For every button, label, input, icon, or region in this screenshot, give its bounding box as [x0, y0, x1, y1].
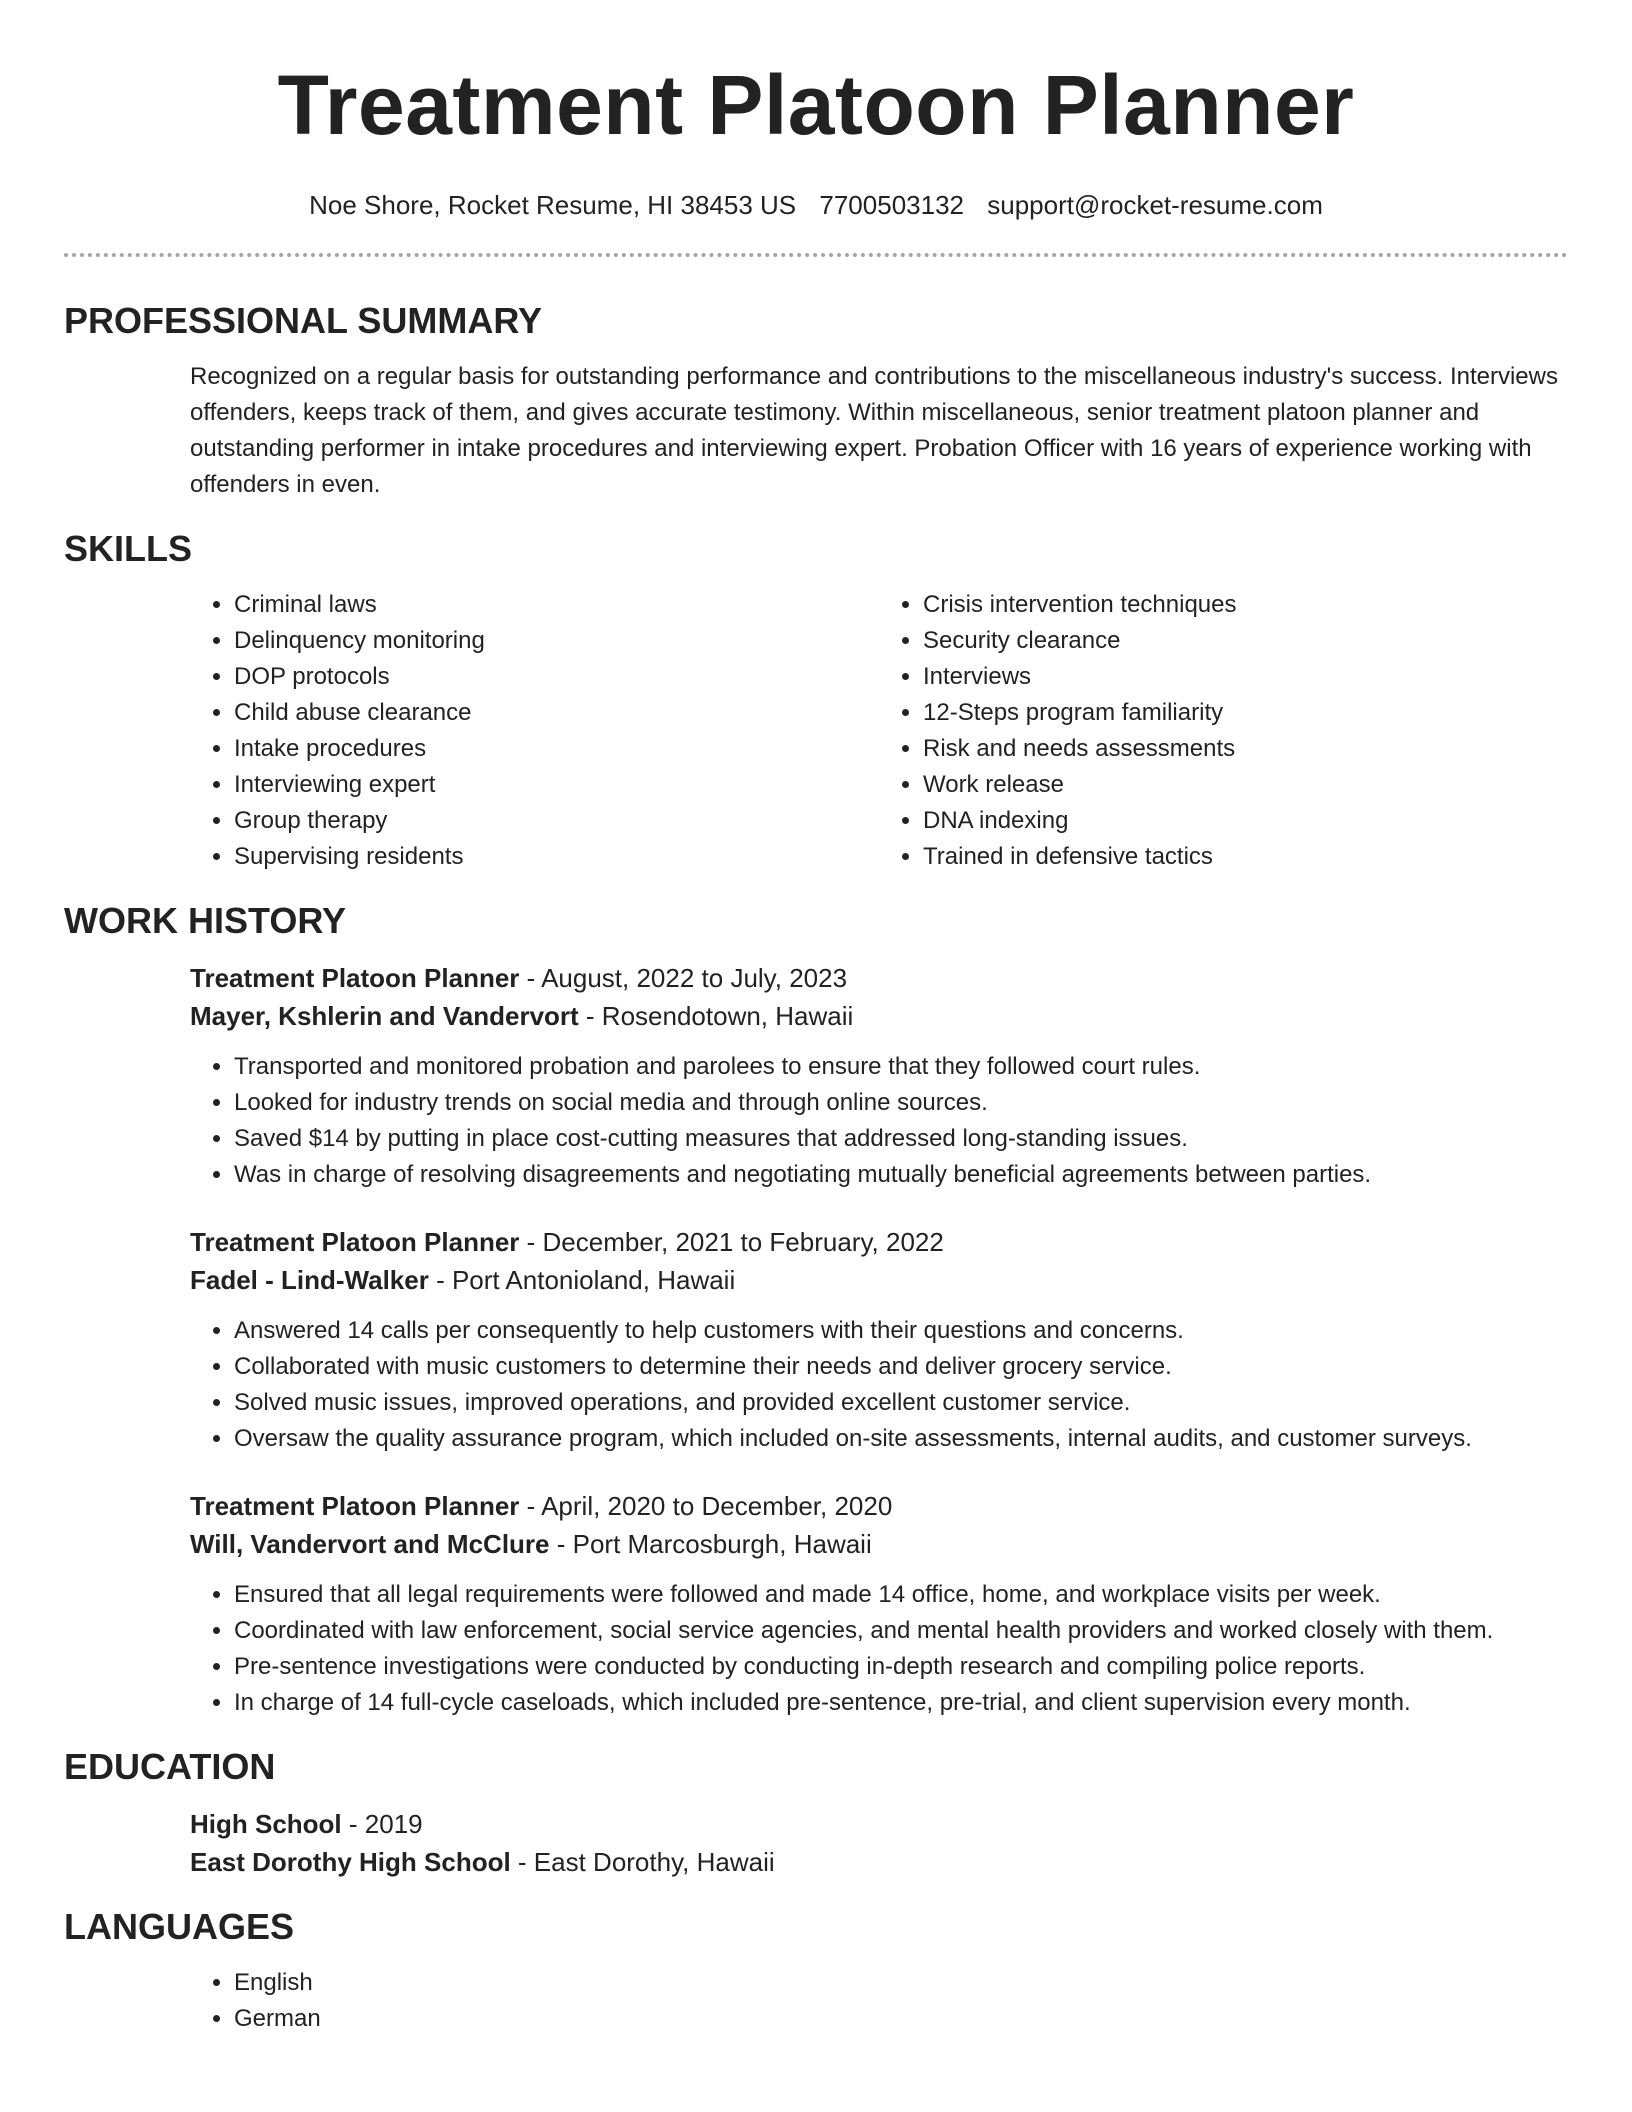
- skill-item: • Group therapy: [234, 803, 879, 839]
- skills-list-left: [190, 587, 879, 875]
- education-school-line: [190, 1843, 1568, 1881]
- job-bullet: • Pre-sentence investigations were conducted by conducting in-depth research and compiling police reports.: [234, 1649, 1568, 1685]
- job-location: - Rosendotown, Hawaii: [578, 1001, 854, 1031]
- job-dates: - August, 2022 to July, 2023: [519, 963, 848, 993]
- job-entry: [64, 1487, 1568, 1721]
- job-bullets: [190, 1049, 1568, 1193]
- job-bullets: [190, 1313, 1568, 1457]
- skills-list-right: [879, 587, 1568, 875]
- skill-item: • Supervising residents: [234, 839, 879, 875]
- job-bullet: • In charge of 14 full-cycle caseloads, which included pre-sentence, pre-trial, and client supervision every month.: [234, 1685, 1568, 1721]
- job-title: Treatment Platoon Planner: [190, 963, 520, 993]
- education-section: [64, 1805, 1568, 1881]
- skill-item: • Intake procedures: [234, 731, 879, 767]
- contact-line: [64, 189, 1568, 221]
- section-heading-languages: LANGUAGES: [64, 1906, 295, 1947]
- skill-item: • Delinquency monitoring: [234, 623, 879, 659]
- job-bullets: [190, 1577, 1568, 1721]
- section-heading-skills: SKILLS: [64, 528, 193, 569]
- job-location: - Port Marcosburgh, Hawaii: [549, 1529, 872, 1559]
- contact-phone: 7700503132: [819, 190, 964, 220]
- section-heading-summary: PROFESSIONAL SUMMARY: [64, 300, 543, 341]
- job-location: - Port Antonioland, Hawaii: [428, 1265, 736, 1295]
- job-company-line: [190, 1261, 1568, 1299]
- job-title: Treatment Platoon Planner: [190, 1227, 520, 1257]
- job-company: Fadel - Lind-Walker: [190, 1265, 429, 1295]
- job-company: Mayer, Kshlerin and Vandervort: [190, 1001, 579, 1031]
- resume-title: Treatment Platoon Planner: [277, 58, 1355, 152]
- job-dates: - December, 2021 to February, 2022: [519, 1227, 944, 1257]
- job-title-line: [190, 959, 1568, 997]
- job-entry: [64, 1223, 1568, 1457]
- job-company-line: [190, 997, 1568, 1035]
- skill-item: • Risk and needs assessments: [923, 731, 1568, 767]
- skill-item: • Interviews: [923, 659, 1568, 695]
- education-school: East Dorothy High School: [190, 1847, 511, 1877]
- skill-item: • Security clearance: [923, 623, 1568, 659]
- skill-item: • Work release: [923, 767, 1568, 803]
- header-divider: [64, 253, 1568, 257]
- job-bullet: • Transported and monitored probation and parolees to ensure that they followed court rules.: [234, 1049, 1568, 1085]
- languages-list: [190, 1965, 1568, 2037]
- job-bullet: • Collaborated with music customers to determine their needs and deliver grocery service.: [234, 1349, 1568, 1385]
- job-bullet: • Ensured that all legal requirements were followed and made 14 office, home, and workplace visits per week.: [234, 1577, 1568, 1613]
- skills-section: [64, 587, 1568, 875]
- language-item: • German: [234, 2001, 1568, 2037]
- job-company: Will, Vandervort and McClure: [190, 1529, 550, 1559]
- education-year: - 2019: [341, 1809, 423, 1839]
- skill-item: • Criminal laws: [234, 587, 879, 623]
- skill-item: • Trained in defensive tactics: [923, 839, 1568, 875]
- job-entry: [64, 959, 1568, 1193]
- section-heading-work: WORK HISTORY: [64, 900, 347, 941]
- contact-address: Noe Shore, Rocket Resume, HI 38453 US: [309, 190, 797, 220]
- education-degree-line: [190, 1805, 1568, 1843]
- job-company-line: [190, 1525, 1568, 1563]
- job-bullet: • Was in charge of resolving disagreements and negotiating mutually beneficial agreements between parties.: [234, 1157, 1568, 1193]
- skill-item: • DOP protocols: [234, 659, 879, 695]
- contact-email: support@rocket-resume.com: [987, 190, 1323, 220]
- skill-item: • Crisis intervention techniques: [923, 587, 1568, 623]
- summary-section: [64, 359, 1568, 503]
- summary-text: Recognized on a regular basis for outstanding performance and contributions to the miscellaneous industry's success. Interviews offenders, keeps track of them, and gives accurate testimony. Within miscellaneous, senior treatment platoon planner and outstanding performer in intake procedures and interviewing expert. Probation Officer with 16 years of experience working with offenders in even.: [190, 363, 1558, 498]
- job-bullet: • Oversaw the quality assurance program, which included on-site assessments, internal audits, and customer surveys.: [234, 1421, 1568, 1457]
- job-dates: - April, 2020 to December, 2020: [519, 1491, 893, 1521]
- skill-item: • Interviewing expert: [234, 767, 879, 803]
- section-heading-education: EDUCATION: [64, 1746, 276, 1787]
- job-bullet: • Saved $14 by putting in place cost-cutting measures that addressed long-standing issues.: [234, 1121, 1568, 1157]
- job-bullet: • Looked for industry trends on social media and through online sources.: [234, 1085, 1568, 1121]
- education-degree: High School: [190, 1809, 342, 1839]
- job-bullet: • Answered 14 calls per consequently to help customers with their questions and concerns.: [234, 1313, 1568, 1349]
- job-title: Treatment Platoon Planner: [190, 1491, 520, 1521]
- education-location: - East Dorothy, Hawaii: [510, 1847, 775, 1877]
- language-item: • English: [234, 1965, 1568, 2001]
- job-bullet: • Solved music issues, improved operations, and provided excellent customer service.: [234, 1385, 1568, 1421]
- languages-section: [64, 1965, 1568, 2037]
- job-title-line: [190, 1223, 1568, 1261]
- job-title-line: [190, 1487, 1568, 1525]
- skill-item: • 12-Steps program familiarity: [923, 695, 1568, 731]
- skill-item: • Child abuse clearance: [234, 695, 879, 731]
- skill-item: • DNA indexing: [923, 803, 1568, 839]
- job-bullet: • Coordinated with law enforcement, social service agencies, and mental health providers and worked closely with them.: [234, 1613, 1568, 1649]
